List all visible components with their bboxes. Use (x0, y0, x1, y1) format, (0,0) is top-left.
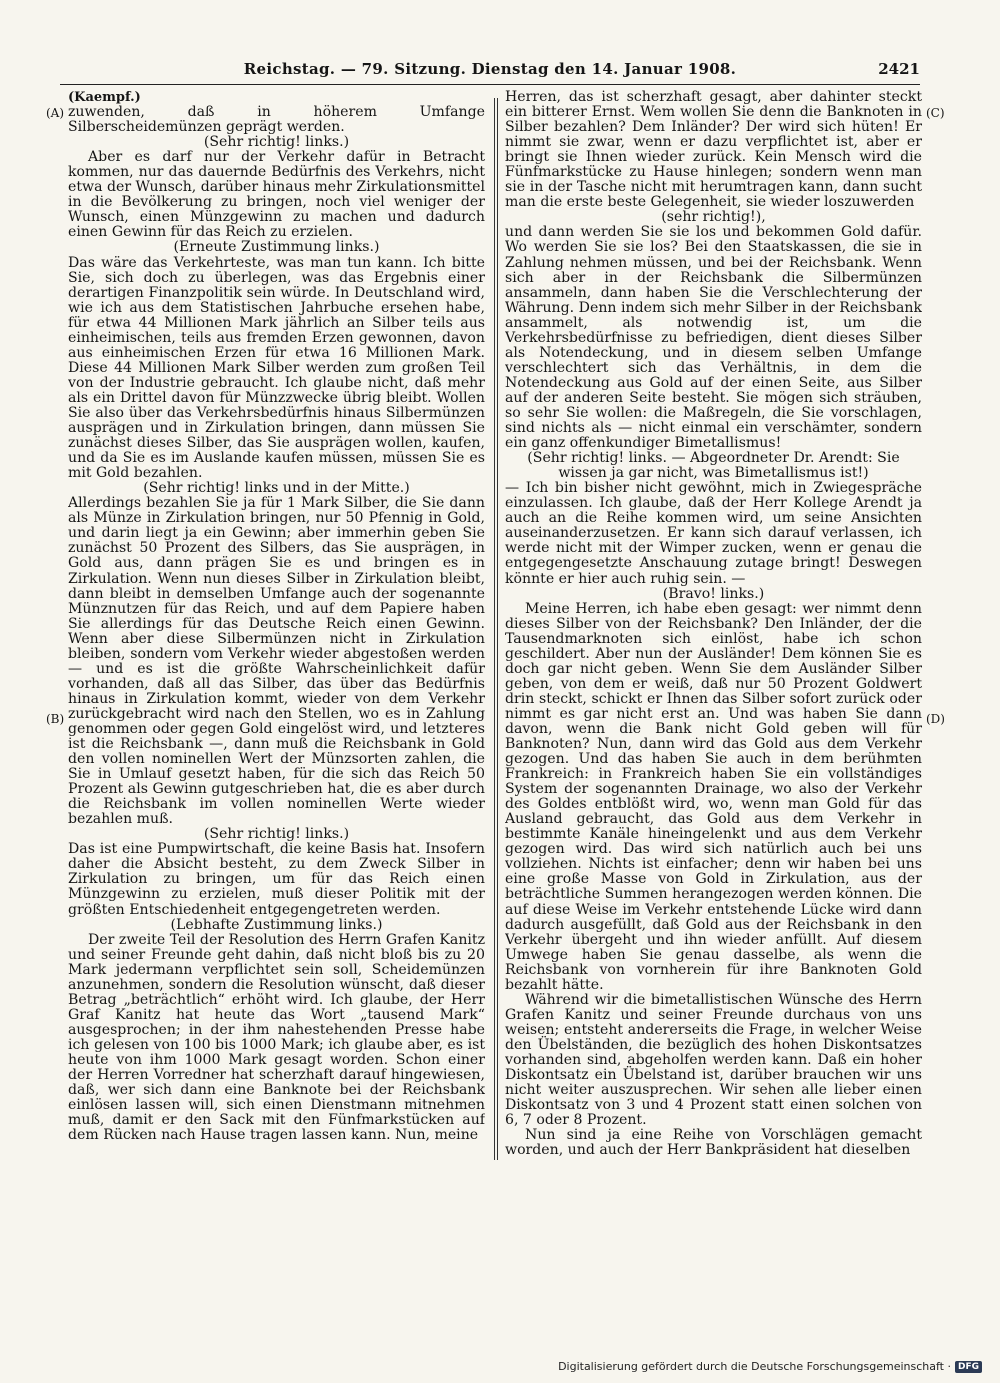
interjection: (Erneute Zustimmung links.) (173, 239, 380, 256)
paragraph: Das wäre das Verkehrteste, was man tun kann. Ich bitte Sie, sich doch zu überlegen, was das Ergebnis einer derartigen Finanzpolitik sein würde. In Deutschland wird, wie ich aus dem Statistischen Jahrbuche ersehen habe, für etwa 44 Millionen Mark jährlich an Silber teils aus einheimischen, teils aus fremden Erzen gewonnen, davon aus einheimischen Erzen für etwa 16 Millionen Mark. Diese 44 Millionen Mark Silber werden zum großen Teil von der Industrie gebraucht. Ich glaube nicht, daß mehr als ein Drittel davon für Münzzwecke übrig bleibt. Wollen Sie also über das Verkehrsbedürfnis hinaus Silbermünzen ausprägen und in Zirkulation bringen, dann müssen Sie zunächst dieses Silber, das Sie ausprägen wollen, kaufen, und da Sie es im Auslande kaufen müssen, müssen Sie es mit Gold bezahlen. (68, 254, 485, 482)
interjection: (Lebhafte Zustimmung links.) (170, 916, 383, 933)
paragraph: Meine Herren, ich habe eben gesagt: wer nimmt denn dieses Silber von der Reichsbank? Den Inländer, der die Tausendmarknoten sich einlöst, habe ich schon geschildert. Aber nun der Ausländer! Dem können Sie es doch gar nicht geben. Wenn Sie dem Ausländer Silber geben, von dem er weiß, daß nur 50 Prozent Goldwert drin steckt, schickt er Ihnen das Silber sofort zurück oder nimmt es gar nicht erst an. Und was haben Sie dann davon, wenn die Bank nicht Gold geben will für Banknoten? Nun, dann wird das Gold aus dem Verkehr gezogen. Und das haben Sie auch in dem berühmten Frankreich: in Frankreich haben Sie ein vollständiges System der sogenannten Drainage, wo also der Verkehr des Goldes entblößt wird, wo, wenn man Gold für das Ausland gebraucht, das Gold aus dem Verkehr in bestimmte Kanäle hineingelenkt und aus dem Verkehr gezogen wird. Das wird sich natürlich auch bei uns vollziehen. Nichts ist einfacher; denn wir haben bei uns eine große Masse von Gold in Zirkulation, aus der beträchtliche Summen herangezogen werden können. Die auf diese Weise im Verkehr entstehende Lücke wird dann dadurch ausgefüllt, daß Gold aus der Reichsbank in den Verkehr übergeht und ihn wieder anfüllt. Auf diesem Umwege haben Sie genau dasselbe, als wenn die Reichsbank von vornherein für ihre Banknoten Gold bezahlt hätte. (505, 600, 922, 993)
margin-marker-b: (B) (46, 712, 65, 726)
column-rule (494, 98, 495, 1160)
column-rule (497, 98, 498, 1160)
paragraph: Das ist eine Pumpwirtschaft, die keine Basis hat. Insofern daher die Absicht besteht, zu dem Zweck Silber in Zirkulation zu bringen, um für das Reich einen Münzgewinn zu erzielen, muß dieser Politik mit der größten Entschiedenheit entgegengetreten werden. (68, 841, 485, 918)
interjection: (Sehr richtig! links und in der Mitte.) (143, 480, 410, 497)
margin-marker-d: (D) (926, 712, 945, 726)
paragraph: Herren, das ist scherzhaft gesagt, aber dahinter steckt ein bitterer Ernst. Wem wollen Sie denn die Banknoten in Silber bezahlen? Dem Inländer? Der wird sich hüten! Er nimmt sie zwar, wenn er dazu verpflichtet ist, aber er bringt sie Ihnen wieder zurück. Kein Mensch wird die Fünfmarkstücke zu Hause hinlegen; sondern wenn man sie in der Tasche nicht mit herumtragen kann, dann sucht man die erste beste Gelegenheit, sie wieder loszuwerden (505, 90, 922, 211)
paragraph: Aber es darf nur der Verkehr dafür in Betracht kommen, nur das dauernde Bedürfnis des Verkehrs, nicht etwa der Wunsch, darüber hinaus mehr Zirkulationsmittel in die Bevölkerung zu bringen, noch viel weniger der Wunsch, einen Münzgewinn zu machen und dadurch einen Gewinn für das Reich zu erzielen. (68, 149, 485, 241)
interjection: (Sehr richtig! links.) (203, 134, 350, 151)
footer-credit-text: Digitalisierung gefördert durch die Deutsche Forschungsgemeinschaft · (558, 1360, 951, 1373)
interjection: (Sehr richtig! links. — Abgeordneter Dr. Arendt: Sie wissen ja gar nicht, was Bimetallismus ist!) (527, 450, 900, 482)
paragraph: Nun sind ja eine Reihe von Vorschlägen gemacht worden, und auch der Herr Bankpräsident hat dieselben (505, 1127, 922, 1159)
interjection: (Bravo! links.) (662, 585, 765, 602)
paragraph: und dann werden Sie sie los und bekommen Gold dafür. Wo werden Sie sie los? Bei den Staatskassen, die sie in Zahlung nehmen müssen, und bei der Reichsbank. Wenn sich aber in der Reichsbank die Silbermünzen ansammeln, dann haben Sie die Verschlechterung der Währung. Denn indem sich mehr Silber in der Reichsbank ansammelt, als notwendig ist, um die Verkehrsbedürfnisse zu befriedigen, dient dieses Silber als Notendeckung, und in diesem selben Umfange verschlechtert sich das Verhältnis, in dem die Notendeckung aus Gold auf der einen Seite, aus Silber auf der anderen Seite besteht. Sie mögen sich sträuben, so sehr Sie wollen: die Maßregeln, die Sie vorschlagen, sind nichts als — nicht einmal ein verschämter, sondern ein ganz offenkundiger Bimetallismus! (505, 224, 922, 452)
paragraph: zuwenden, daß in höherem Umfange Silberscheidemünzen geprägt werden. (68, 104, 485, 136)
right-column (505, 90, 922, 1175)
interjection: (sehr richtig!), (661, 209, 766, 226)
paragraph: Der zweite Teil der Resolution des Herrn Grafen Kanitz und seiner Freunde geht dahin, daß nicht bloß bis zu 20 Mark jedermann verpflichtet sein soll, Scheidemünzen anzunehmen, sondern die Resolution wünscht, daß dieser Betrag „beträchtlich“ erhöht wird. Ich glaube, der Herr Graf Kanitz hat heute das Wort „tausend Mark“ ausgesprochen; in der ihm nahestehenden Presse habe ich gelesen von 100 bis 1000 Mark; ich glaube aber, es ist heute von ihm 1000 Mark gesagt worden. Schon einer der Herren Vorredner hat scherzhaft darauf hingewiesen, daß, wer sich dann eine Banknote bei der Reichsbank einlösen lassen will, sich einen Dienstmann mitnehmen muß, damit er den Sack mit den Fünfmarkstücken auf dem Rücken nach Hause tragen lassen kann. Nun, meine (68, 931, 485, 1144)
running-title: Reichstag. — 79. Sitzung. Dienstag den 14. Januar 1908. (243, 60, 737, 78)
page-number: 2421 (878, 60, 920, 78)
paragraph: Während wir die bimetallistischen Wünsche des Herrn Grafen Kanitz und seiner Freunde durchaus von uns weisen; entsteht andererseits die Frage, in welcher Weise den Übelständen, die bezüglich des hohen Diskontsatzes vorhanden sind, abgeholfen werden kann. Daß ein hoher Diskontsatz ein Übelstand ist, darüber brauchen wir uns nicht weiter auszusprechen. Wir sehen alle lieber einen Diskontsatz von 3 und 4 Prozent statt einen solchen von 6, 7 oder 8 Prozent. (505, 991, 922, 1129)
dfg-logo: DFG (955, 1361, 982, 1373)
paragraph: — Ich bin bisher nicht gewöhnt, mich in Zwiegespräche einzulassen. Ich glaube, daß der Herr Kollege Arendt ja auch an die Reihe kommen wird, um seine Ansichten auseinanderzusetzen. Er kann sich darauf verlassen, ich werde nicht mit der Wimper zucken, wenn er genau die entgegengesetzte Anschauung zutage bringt! Deswegen könnte er hier auch ruhig sein. — (505, 480, 922, 587)
margin-marker-a: (A) (46, 106, 65, 120)
interjection: (Sehr richtig! links.) (203, 826, 350, 843)
margin-marker-c: (C) (926, 106, 945, 120)
speaker-name: (Kaempf.) (68, 90, 141, 105)
paragraph: Allerdings bezahlen Sie ja für 1 Mark Silber, die Sie dann als Münze in Zirkulation bringen, nur 50 Pfennig in Gold, und darin liegt ja ein Gewinn; aber immerhin geben Sie zunächst 50 Prozent des Silbers, das Sie ausprägen, in Gold aus, dann prägen Sie es und bringen es in Zirkulation. Wenn nun dieses Silber in Zirkulation bleibt, dann bleibt in demselben Umfange auch der sogenannte Münznutzen für das Reich, und auf dem Papiere haben Sie allerdings für das Deutsche Reich einen Gewinn. Wenn aber diese Silbermünzen nicht in Zirkulation bleiben, sondern vom Verkehr wieder abgestoßen werden — und es ist die größte Wahrscheinlichkeit dafür vorhanden, daß all das Silber, das über das Bedürfnis hinaus in Zirkulation kommt, wieder von dem Verkehr zurückgebracht wird nach den Stellen, wo es in Zahlung genommen oder gegen Gold eingelöst wird, und letzteres ist die Reichsbank —, dann muß die Reichsbank in Gold den vollen nominellen Wert der Münzsorten zahlen, die Sie in Umlauf gesetzt haben, für die sich das Reich 50 Prozent als Gewinn gutgeschrieben hat, die es aber durch die Reichsbank im vollen nominellen Werte wieder bezahlen muß. (68, 495, 485, 828)
footer-credit (558, 1360, 982, 1373)
page-header (60, 58, 920, 85)
left-column (68, 90, 485, 1175)
